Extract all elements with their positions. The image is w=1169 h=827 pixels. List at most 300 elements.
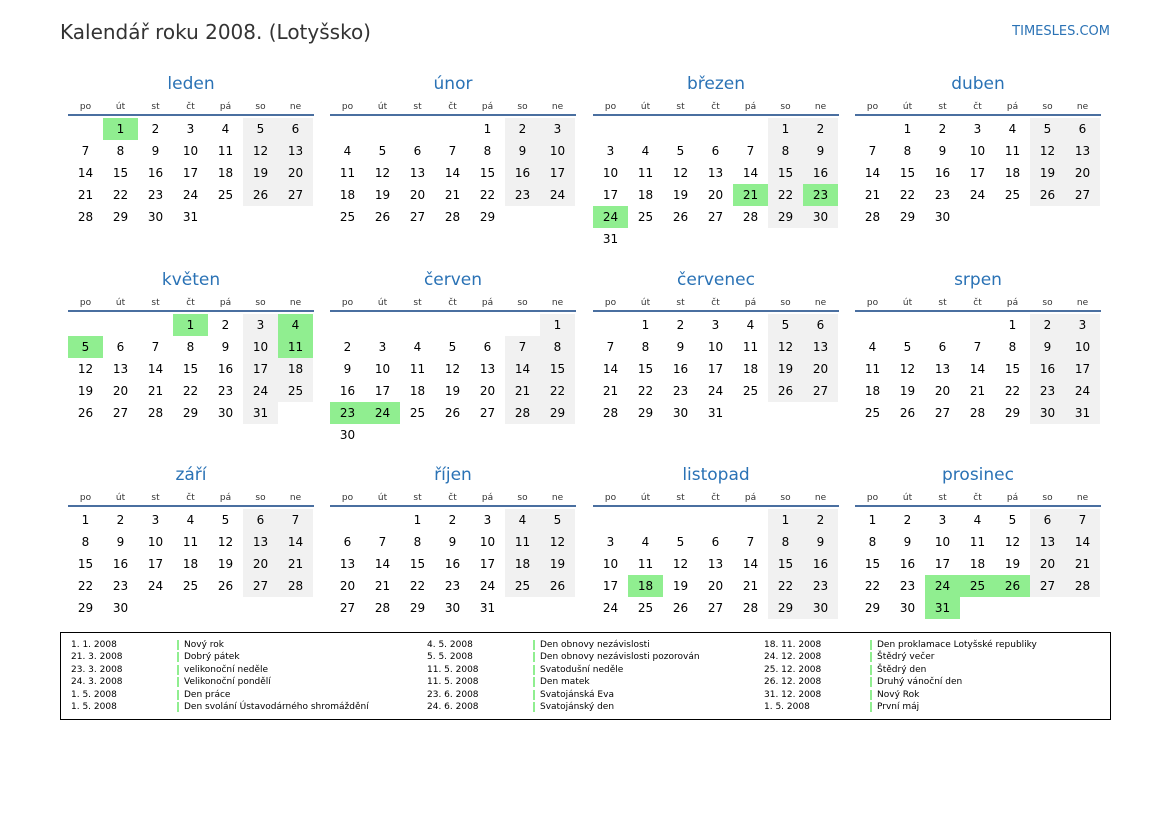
month-květen (68, 268, 314, 424)
day-cell: 26 (1030, 184, 1065, 206)
holiday-marker (177, 640, 179, 650)
day-grid (330, 116, 575, 228)
day-cell: 7 (973, 340, 982, 354)
day-cell: 29 (409, 601, 426, 615)
empty-cell (698, 118, 733, 140)
day-cell: 15 (540, 358, 575, 380)
day-cell: 30 (444, 601, 461, 615)
day-cell: 3 (938, 513, 947, 527)
day-cell: 31 (182, 210, 199, 224)
day-cell: 10 (1065, 336, 1100, 358)
weekday-label: čt (186, 493, 195, 503)
day-cell: 19 (899, 384, 916, 398)
day-cell: 27 (1030, 575, 1065, 597)
day-cell: 19 (540, 553, 575, 575)
holiday-day-cell: 25 (960, 575, 995, 597)
weekday-label: po (604, 298, 617, 308)
day-cell: 28 (969, 406, 986, 420)
day-cell: 2 (151, 122, 160, 136)
day-cell: 21 (374, 579, 391, 593)
weekday-label: pá (481, 298, 494, 308)
weekday-header (68, 294, 314, 312)
day-cell: 17 (1065, 358, 1100, 380)
legend-entry (71, 639, 369, 651)
empty-cell (593, 314, 628, 336)
day-cell: 27 (707, 601, 724, 615)
day-cell: 8 (413, 535, 422, 549)
day-cell: 1 (768, 118, 803, 140)
weekday-label: pá (219, 493, 232, 503)
day-cell: 28 (864, 210, 881, 224)
day-cell: 17 (602, 579, 619, 593)
day-cell: 28 (77, 210, 94, 224)
day-cell: 17 (602, 188, 619, 202)
day-cell: 30 (899, 601, 916, 615)
weekday-label: út (115, 102, 126, 112)
weekday-label: po (341, 493, 354, 503)
day-cell: 29 (899, 210, 916, 224)
empty-cell (663, 509, 698, 531)
day-cell: 10 (182, 144, 199, 158)
legend-entry (427, 639, 700, 651)
day-cell: 30 (803, 597, 838, 619)
day-cell: 5 (243, 118, 278, 140)
day-cell: 14 (505, 358, 540, 380)
legend-entry (764, 701, 1037, 713)
day-cell: 3 (151, 513, 160, 527)
day-cell: 11 (339, 166, 356, 180)
day-cell: 24 (707, 384, 724, 398)
day-cell: 8 (641, 340, 650, 354)
legend-entry (427, 651, 700, 663)
holiday-day-cell: 23 (803, 184, 838, 206)
month-name: srpen (954, 270, 1002, 290)
empty-cell (470, 314, 505, 336)
day-cell: 9 (151, 144, 160, 158)
day-cell: 19 (672, 188, 689, 202)
weekday-label: út (902, 298, 913, 308)
weekday-label: pá (744, 298, 757, 308)
day-cell: 8 (116, 144, 125, 158)
day-cell: 30 (803, 206, 838, 228)
day-cell: 28 (278, 575, 313, 597)
month-červenec (593, 268, 839, 424)
day-cell: 9 (938, 144, 947, 158)
day-cell: 18 (505, 553, 540, 575)
month-name: prosinec (942, 465, 1014, 485)
empty-cell (68, 314, 103, 336)
legend-date: 24. 12. 2008 (764, 652, 822, 663)
holiday-marker (533, 677, 535, 687)
empty-cell (138, 314, 173, 336)
day-cell: 29 (1004, 406, 1021, 420)
day-cell: 6 (711, 144, 720, 158)
legend-holiday-name: Den práce (184, 689, 231, 700)
weekday-label: so (517, 102, 528, 112)
day-cell: 2 (448, 513, 457, 527)
day-cell: 10 (243, 336, 278, 358)
day-cell: 12 (1030, 140, 1065, 162)
day-cell: 21 (444, 188, 461, 202)
day-cell: 18 (409, 384, 426, 398)
weekday-header (330, 489, 576, 507)
legend-entry (71, 664, 369, 676)
weekday-label: so (1042, 493, 1053, 503)
day-cell: 30 (217, 406, 234, 420)
legend-date: 23. 6. 2008 (427, 689, 479, 700)
day-cell: 1 (768, 509, 803, 531)
day-cell: 24 (182, 188, 199, 202)
empty-cell (400, 314, 435, 336)
holiday-day-cell: 1 (173, 314, 208, 336)
weekday-label: so (255, 493, 266, 503)
weekday-label: so (1042, 298, 1053, 308)
day-cell: 16 (672, 362, 689, 376)
legend-date: 1. 5. 2008 (71, 689, 117, 700)
weekday-label: st (676, 298, 685, 308)
weekday-label: út (377, 298, 388, 308)
day-cell: 5 (676, 535, 685, 549)
day-cell: 5 (1030, 118, 1065, 140)
day-cell: 10 (602, 557, 619, 571)
day-cell: 25 (742, 384, 759, 398)
month-name: říjen (434, 465, 472, 485)
day-cell: 4 (221, 122, 230, 136)
day-cell: 24 (969, 188, 986, 202)
day-cell: 16 (1030, 358, 1065, 380)
day-cell: 28 (602, 406, 619, 420)
day-cell: 11 (969, 535, 986, 549)
weekday-header (68, 98, 314, 116)
weekday-label: čt (448, 493, 457, 503)
weekday-label: út (377, 493, 388, 503)
day-grid (855, 507, 1100, 619)
day-cell: 6 (711, 535, 720, 549)
day-cell: 9 (903, 535, 912, 549)
day-cell: 7 (378, 535, 387, 549)
day-cell: 2 (803, 118, 838, 140)
holiday-marker (177, 677, 179, 687)
legend-entry (764, 676, 1037, 688)
day-cell: 3 (711, 318, 720, 332)
day-cell: 5 (448, 340, 457, 354)
day-grid (68, 312, 313, 424)
holiday-marker (533, 652, 535, 662)
weekday-label: po (79, 298, 92, 308)
weekday-label: ne (1076, 298, 1089, 308)
weekday-label: po (866, 493, 879, 503)
day-cell: 25 (505, 575, 540, 597)
day-cell: 3 (243, 314, 278, 336)
day-cell: 4 (973, 513, 982, 527)
weekday-header (68, 489, 314, 507)
weekday-header (855, 489, 1101, 507)
day-cell: 3 (540, 118, 575, 140)
day-cell: 10 (707, 340, 724, 354)
month-name: březen (686, 74, 746, 94)
legend-entry (764, 689, 1037, 701)
day-cell: 23 (672, 384, 689, 398)
day-cell: 10 (147, 535, 164, 549)
day-cell: 20 (803, 358, 838, 380)
weekday-label: pá (1006, 493, 1019, 503)
day-cell: 23 (934, 188, 951, 202)
day-cell: 31 (707, 406, 724, 420)
legend-entry (71, 676, 369, 688)
day-cell: 14 (864, 166, 881, 180)
day-cell: 24 (1065, 380, 1100, 402)
day-cell: 26 (540, 575, 575, 597)
day-cell: 23 (1030, 380, 1065, 402)
weekday-label: čt (711, 493, 720, 503)
legend-holiday-name: Nový Rok (877, 689, 920, 700)
day-cell: 17 (147, 557, 164, 571)
day-cell: 16 (444, 557, 461, 571)
day-cell: 1 (868, 513, 877, 527)
day-cell: 21 (1065, 553, 1100, 575)
day-cell: 28 (742, 601, 759, 615)
day-cell: 15 (182, 362, 199, 376)
day-cell: 27 (934, 406, 951, 420)
day-cell: 17 (540, 162, 575, 184)
day-cell: 26 (243, 184, 278, 206)
day-cell: 18 (637, 188, 654, 202)
day-cell: 2 (1030, 314, 1065, 336)
month-leden (68, 72, 314, 228)
day-cell: 27 (339, 601, 356, 615)
day-cell: 8 (868, 535, 877, 549)
day-cell: 2 (505, 118, 540, 140)
day-cell: 13 (707, 557, 724, 571)
empty-cell (890, 314, 925, 336)
day-cell: 26 (444, 406, 461, 420)
day-cell: 14 (1065, 531, 1100, 553)
legend-date: 1. 5. 2008 (764, 701, 810, 712)
legend-holiday-name: Svatojánská Eva (540, 689, 614, 700)
weekday-label: st (676, 102, 685, 112)
empty-cell (733, 509, 768, 531)
day-cell: 20 (707, 188, 724, 202)
day-cell: 22 (1004, 384, 1021, 398)
day-cell: 17 (969, 166, 986, 180)
day-cell: 19 (444, 384, 461, 398)
weekday-label: st (413, 102, 422, 112)
day-cell: 26 (374, 210, 391, 224)
legend-entry (764, 651, 1037, 663)
day-cell: 8 (1008, 340, 1017, 354)
day-cell: 25 (409, 406, 426, 420)
day-cell: 14 (742, 557, 759, 571)
day-cell: 12 (540, 531, 575, 553)
empty-cell (733, 118, 768, 140)
empty-cell (400, 118, 435, 140)
day-cell: 15 (479, 166, 496, 180)
day-cell: 28 (374, 601, 391, 615)
day-cell: 14 (147, 362, 164, 376)
weekday-label: pá (481, 102, 494, 112)
day-cell: 4 (746, 318, 755, 332)
legend-holiday-name: Den svolání Ústavodárného shromáždění (184, 701, 369, 712)
day-grid (593, 116, 838, 250)
day-cell: 4 (868, 340, 877, 354)
legend-column-2 (427, 639, 700, 713)
holiday-day-cell: 4 (278, 314, 313, 336)
day-cell: 14 (602, 362, 619, 376)
day-cell: 27 (112, 406, 129, 420)
month-listopad (593, 463, 839, 619)
day-cell: 1 (483, 122, 492, 136)
empty-cell (593, 509, 628, 531)
holiday-marker (533, 665, 535, 675)
day-cell: 22 (182, 384, 199, 398)
day-cell: 13 (339, 557, 356, 571)
day-cell: 21 (505, 380, 540, 402)
day-cell: 11 (637, 166, 654, 180)
day-cell: 25 (217, 188, 234, 202)
holiday-legend (60, 632, 1111, 720)
day-cell: 19 (768, 358, 803, 380)
day-cell: 28 (742, 210, 759, 224)
weekday-label: po (79, 493, 92, 503)
empty-cell (628, 118, 663, 140)
day-cell: 9 (343, 362, 352, 376)
legend-holiday-name: Dobrý pátek (184, 652, 240, 663)
day-cell: 14 (77, 166, 94, 180)
day-cell: 30 (672, 406, 689, 420)
day-cell: 28 (147, 406, 164, 420)
day-cell: 18 (182, 557, 199, 571)
page-title: Kalendář roku 2008. (Lotyšsko) (60, 20, 371, 44)
empty-cell (330, 509, 365, 531)
empty-cell (435, 314, 470, 336)
holiday-marker (870, 652, 872, 662)
day-cell: 27 (803, 380, 838, 402)
empty-cell (628, 509, 663, 531)
day-cell: 2 (116, 513, 125, 527)
day-cell: 2 (676, 318, 685, 332)
holiday-day-cell: 5 (68, 336, 103, 358)
day-cell: 7 (1065, 509, 1100, 531)
weekday-header (593, 294, 839, 312)
day-grid (68, 507, 313, 619)
day-cell: 14 (742, 166, 759, 180)
legend-entry (427, 701, 700, 713)
day-cell: 7 (81, 144, 90, 158)
day-cell: 19 (243, 162, 278, 184)
day-cell: 4 (641, 535, 650, 549)
day-cell: 3 (483, 513, 492, 527)
legend-date: 4. 5. 2008 (427, 640, 473, 650)
day-cell: 19 (1004, 557, 1021, 571)
day-cell: 6 (343, 535, 352, 549)
weekday-header (593, 489, 839, 507)
day-cell: 17 (934, 557, 951, 571)
day-cell: 29 (479, 210, 496, 224)
day-cell: 2 (938, 122, 947, 136)
day-cell: 23 (444, 579, 461, 593)
day-cell: 16 (339, 384, 356, 398)
day-cell: 25 (278, 380, 313, 402)
day-cell: 6 (1030, 509, 1065, 531)
empty-cell (698, 509, 733, 531)
weekday-label: ne (289, 298, 302, 308)
weekday-label: ne (1076, 493, 1089, 503)
day-cell: 30 (934, 210, 951, 224)
legend-holiday-name: Štědrý den (877, 664, 927, 675)
weekday-header (330, 294, 576, 312)
day-cell: 22 (479, 188, 496, 202)
day-cell: 7 (448, 144, 457, 158)
weekday-label: pá (219, 298, 232, 308)
day-cell: 29 (77, 601, 94, 615)
weekday-label: út (115, 493, 126, 503)
day-cell: 12 (899, 362, 916, 376)
weekday-label: út (115, 298, 126, 308)
day-cell: 1 (1008, 318, 1017, 332)
month-name: květen (161, 270, 221, 290)
day-cell: 25 (1004, 188, 1021, 202)
weekday-label: po (341, 102, 354, 112)
holiday-day-cell: 31 (925, 597, 960, 619)
day-cell: 15 (112, 166, 129, 180)
day-cell: 8 (540, 336, 575, 358)
day-cell: 9 (221, 340, 230, 354)
day-cell: 4 (641, 144, 650, 158)
day-cell: 15 (77, 557, 94, 571)
day-cell: 23 (505, 184, 540, 206)
day-grid (855, 312, 1100, 424)
month-únor (330, 72, 576, 228)
weekday-label: út (640, 102, 651, 112)
empty-cell (925, 314, 960, 336)
weekday-header (855, 294, 1101, 312)
day-cell: 2 (221, 318, 230, 332)
weekday-label: čt (711, 298, 720, 308)
day-cell: 25 (637, 210, 654, 224)
day-cell: 1 (540, 314, 575, 336)
day-cell: 20 (243, 553, 278, 575)
day-cell: 28 (505, 402, 540, 424)
day-cell: 12 (444, 362, 461, 376)
month-name: duben (951, 74, 1005, 94)
site-link[interactable]: TIMESLES.COM (1012, 24, 1110, 39)
day-cell: 5 (1008, 513, 1017, 527)
holiday-day-cell: 23 (330, 402, 365, 424)
legend-holiday-name: Nový rok (184, 640, 224, 650)
day-cell: 2 (903, 513, 912, 527)
legend-date: 24. 3. 2008 (71, 677, 123, 688)
holiday-day-cell: 1 (103, 118, 138, 140)
weekday-label: so (780, 102, 791, 112)
day-cell: 22 (77, 579, 94, 593)
legend-date: 24. 6. 2008 (427, 701, 479, 712)
day-cell: 26 (672, 210, 689, 224)
holiday-marker (533, 640, 535, 650)
day-cell: 20 (409, 188, 426, 202)
legend-entry (764, 664, 1037, 676)
weekday-label: ne (1076, 102, 1089, 112)
legend-column-1 (71, 639, 369, 713)
legend-date: 25. 12. 2008 (764, 664, 822, 675)
day-cell: 21 (278, 553, 313, 575)
empty-cell (103, 314, 138, 336)
day-grid (593, 507, 838, 619)
day-cell: 15 (899, 166, 916, 180)
day-cell: 13 (803, 336, 838, 358)
day-cell: 3 (606, 535, 615, 549)
weekday-header (855, 98, 1101, 116)
legend-date: 18. 11. 2008 (764, 640, 822, 650)
